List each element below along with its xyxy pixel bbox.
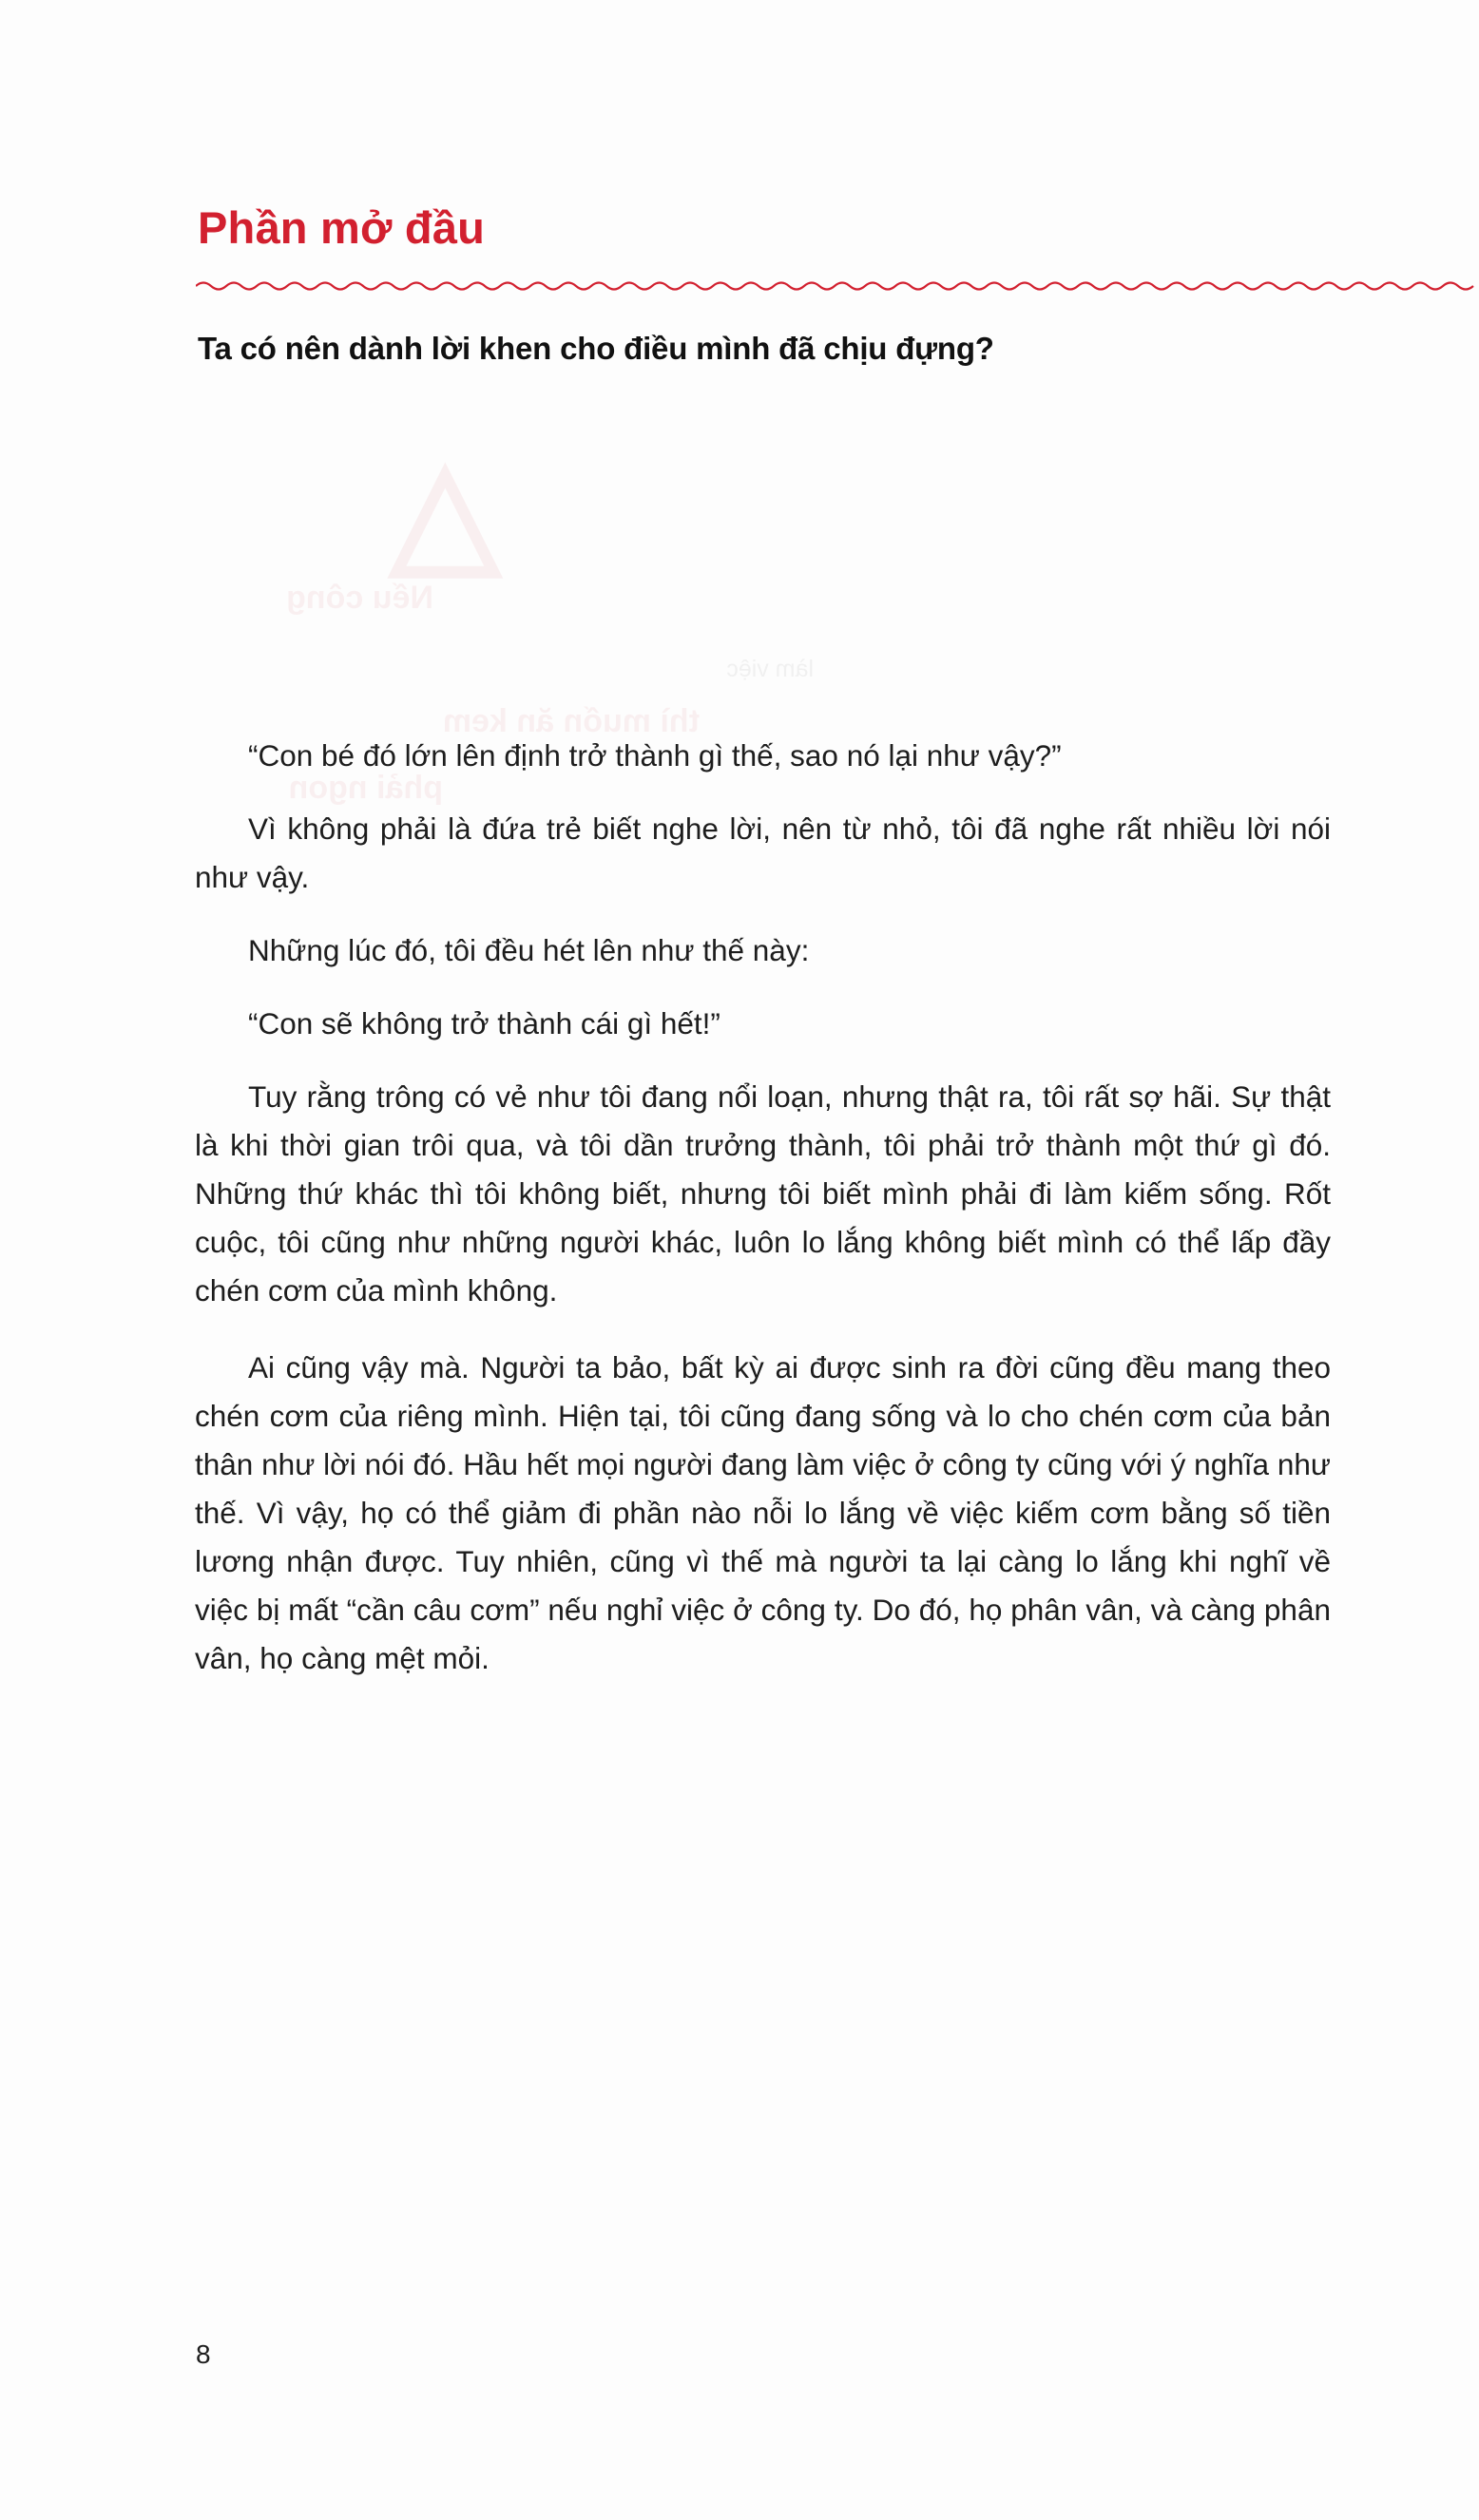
ghost-arrow-icon: △ <box>390 430 500 589</box>
squiggle-divider <box>196 277 1479 291</box>
ghost-line: thì muốn ăn kem <box>442 703 700 739</box>
ghost-line: phải ngon <box>288 770 443 806</box>
page-subtitle: Ta có nên dành lời khen cho điều mình đã chịu đựng? <box>198 331 994 366</box>
paragraph: Tuy rằng trông có vẻ như tôi đang nổi loạn, nhưng thật ra, tôi rất sợ hãi. Sự thật là khi thời gian trôi qua, và tôi dần trưởng thành, tôi phải trở thành một thứ gì đó. Những thứ khác thì tôi không biết, nhưng tôi biết mình phải đi làm kiếm sống. Rốt cuộc, tôi cũng như những người khác, luôn lo lắng không biết mình có thể lấp đầy chén cơm của mình không. <box>195 1079 1331 1308</box>
body-text <box>195 732 1331 1711</box>
paragraph: Những lúc đó, tôi đều hét lên như thế này: <box>248 933 810 968</box>
page-number: 8 <box>196 2339 211 2369</box>
page-title: Phần mở đầu <box>198 202 485 253</box>
paragraph: “Con bé đó lớn lên định trở thành gì thế, sao nó lại như vậy?” <box>248 738 1062 773</box>
ghost-line: làm việc <box>726 656 814 682</box>
ghost-line: Nếu công <box>286 580 433 616</box>
paragraph: Ai cũng vậy mà. Người ta bảo, bất kỳ ai được sinh ra đời cũng đều mang theo chén cơm của riêng mình. Hiện tại, tôi cũng đang sống và lo cho chén cơm của bản thân như lời nói đó. Hầu hết mọi người đang làm việc ở công ty cũng với ý nghĩa như thế. Vì vậy, họ có thể giảm đi phần nào nỗi lo lắng về việc kiếm cơm bằng số tiền lương nhận được. Tuy nhiên, cũng vì thế mà người ta lại càng lo lắng khi nghĩ về việc bị mất “cần câu cơm” nếu nghỉ việc ở công ty. Do đó, họ phân vân, và càng phân vân, họ càng mệt mỏi. <box>195 1350 1331 1676</box>
paragraph: Vì không phải là đứa trẻ biết nghe lời, nên từ nhỏ, tôi đã nghe rất nhiều lời nói như vậy. <box>195 811 1331 895</box>
paragraph: “Con sẽ không trở thành cái gì hết!” <box>248 1006 720 1041</box>
